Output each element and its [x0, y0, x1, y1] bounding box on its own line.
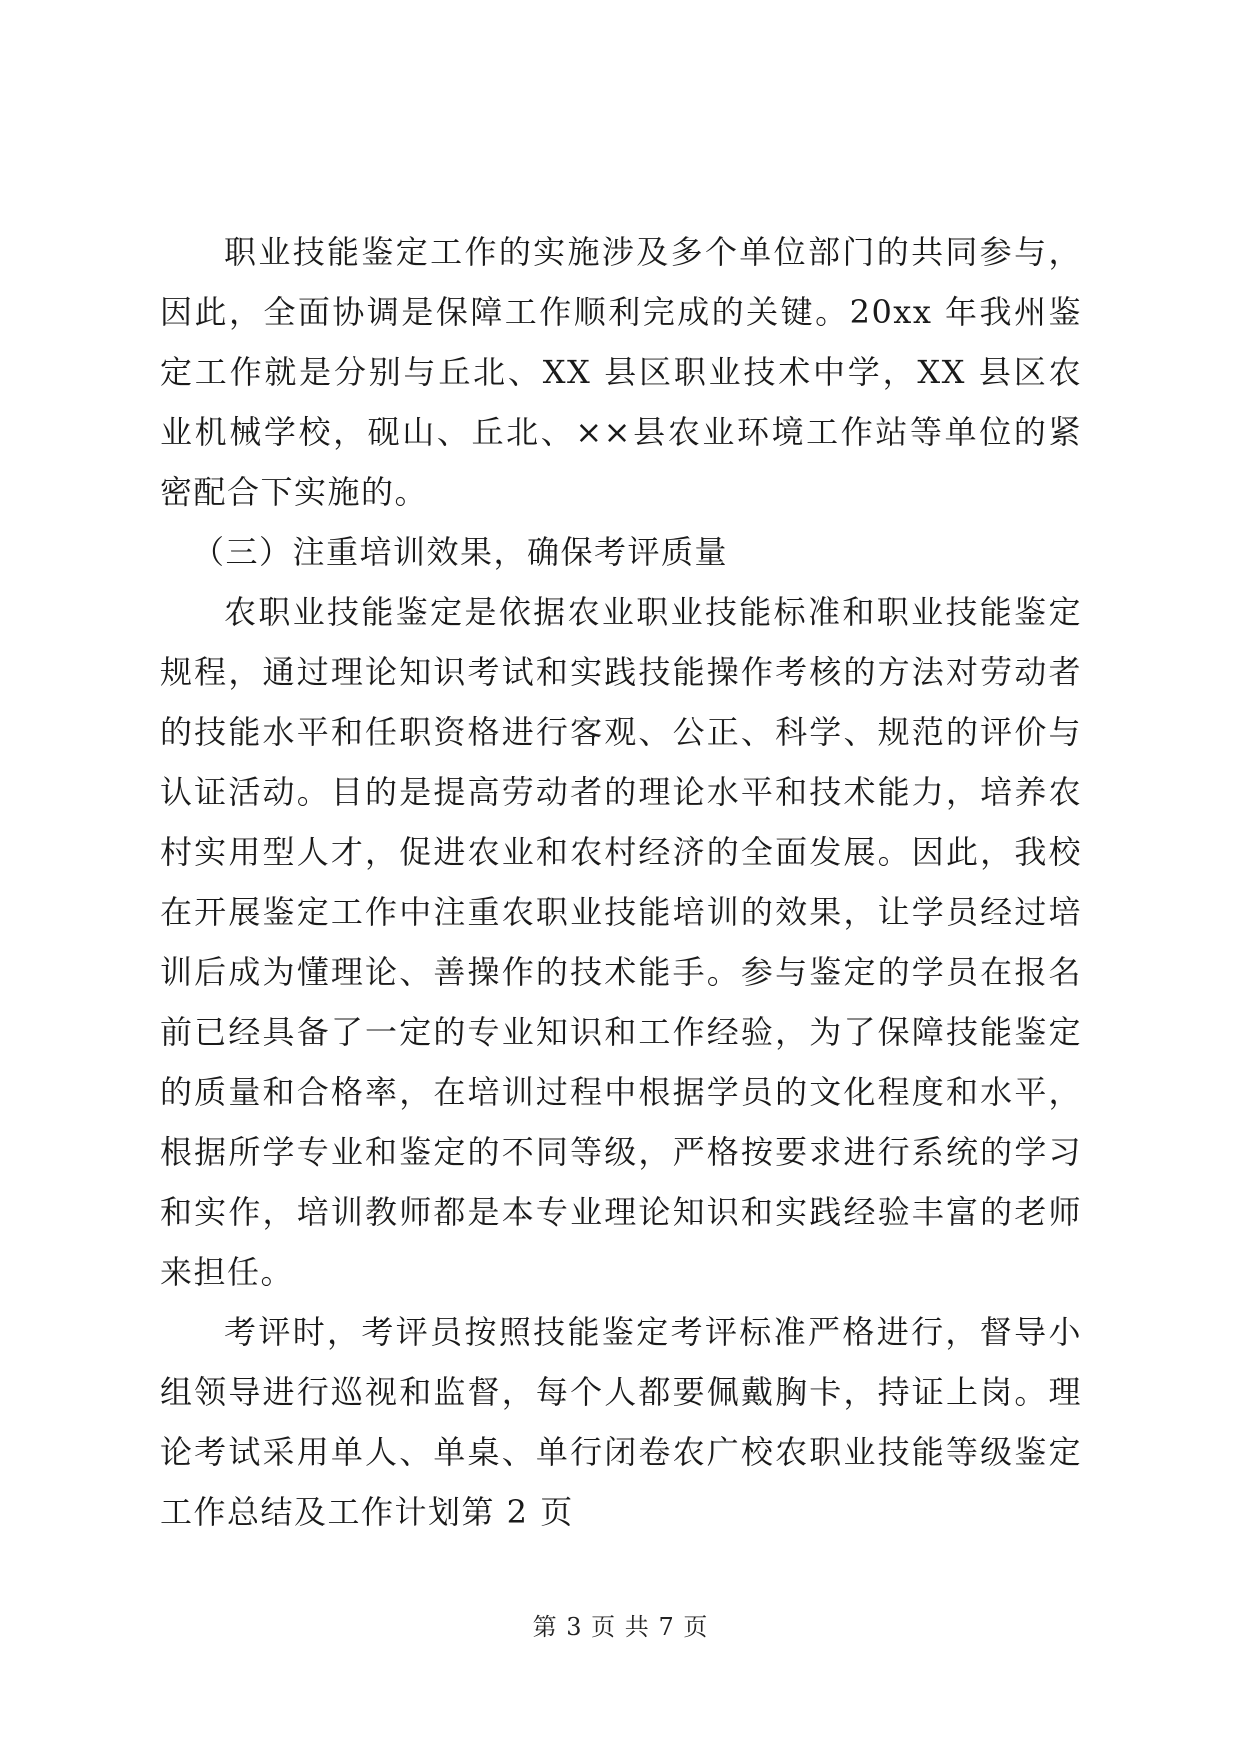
paragraph-coordination: 职业技能鉴定工作的实施涉及多个单位部门的共同参与，因此，全面协调是保障工作顺利完成的关键。20xx 年我州鉴定工作就是分别与丘北、XX 县区职业技术中学，XX 县区农业机械学校，砚山、丘北、××县农业环境工作站等单位的紧密配合下实施的。 [160, 233, 1082, 511]
document-body [160, 222, 1082, 1542]
paragraph-evaluation: 考评时，考评员按照技能鉴定考评标准严格进行，督导小组领导进行巡视和监督，每个人都要佩戴胸卡，持证上岗。理论考试采用单人、单桌、单行闭卷农广校农职业技能等级鉴定工作总结及工作计划第 2 页 [160, 1313, 1082, 1531]
section-heading-training-quality: （三）注重培训效果，确保考评质量 [192, 533, 729, 571]
page-number-footer: 第 3 页 共 7 页 [532, 1613, 709, 1641]
paragraph-training-effect: 农职业技能鉴定是依据农业职业技能标准和职业技能鉴定规程，通过理论知识考试和实践技能操作考核的方法对劳动者的技能水平和任职资格进行客观、公正、科学、规范的评价与认证活动。目的是提高劳动者的理论水平和技术能力，培养农村实用型人才，促进农业和农村经济的全面发展。因此，我校在开展鉴定工作中注重农职业技能培训的效果，让学员经过培训后成为懂理论、善操作的技术能手。参与鉴定的学员在报名前已经具备了一定的专业知识和工作经验，为了保障技能鉴定的质量和合格率，在培训过程中根据学员的文化程度和水平，根据所学专业和鉴定的不同等级，严格按要求进行系统的学习和实作，培训教师都是本专业理论知识和实践经验丰富的老师来担任。 [160, 593, 1082, 1291]
